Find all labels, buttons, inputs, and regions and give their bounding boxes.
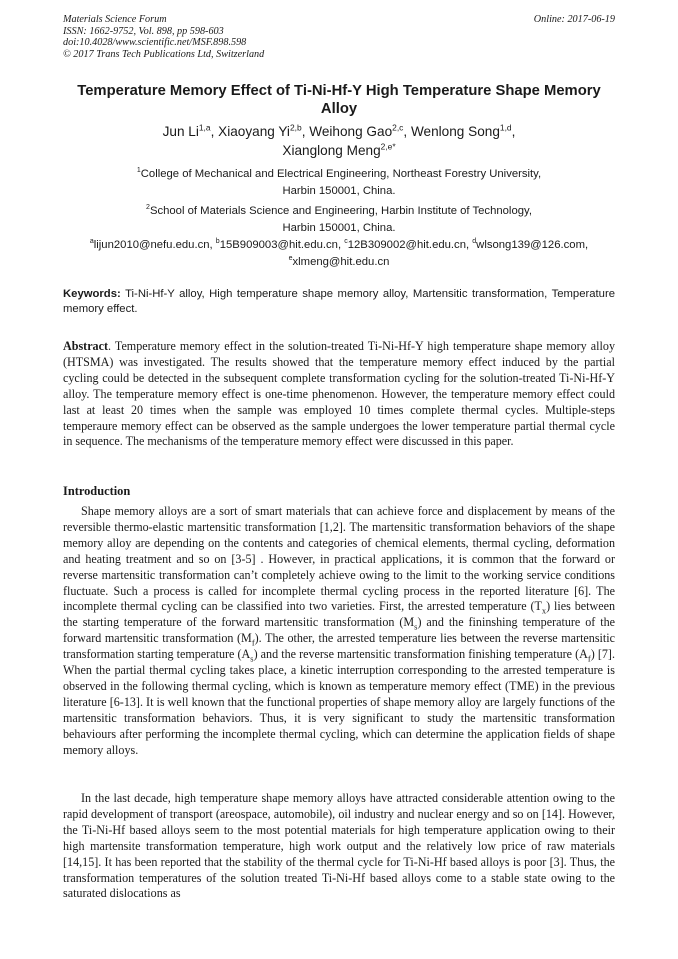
email: $^c$12B309002@hit.edu.cn, [344, 238, 473, 251]
author-list [63, 122, 615, 160]
author: Wenlong Song$^{1,d}$, [410, 122, 516, 139]
affiliation-1: $^1$College of Mechanical and Electrical Engineering, Northeast Forestry University, Harbin 150001, China. [136, 167, 542, 197]
abstract-text: . Temperature memory effect in the solution-treated Ti-Ni-Hf-Y high temperature shape memory alloy (HTSMA) was investigated. The results showed that the temperature memory effect induced by the partial cycling could be detected in the subsequent complete transformation cycling for the solution-treated Ti-Ni-Hf-Y alloy. The temperature memory effect is one-time phenomenon. However, the temperature memory effect could last at least 20 times when the sample was employed 10 times complete thermal cycles. Multiple-steps temperaure memory effect can be observed as the sample undergoes the lower temperature partial thermal cycle in sequence. The mechanisms of the temperature memory effect were discussed in this paper. [63, 339, 615, 449]
email: $^b$15B909003@hit.edu.cn, [215, 238, 345, 251]
email-list [63, 237, 615, 271]
email: $^a$lijun2010@nefu.edu.cn, [89, 238, 216, 251]
online-date: Online: 2017-06-19 [533, 14, 615, 25]
abstract-label: Abstract [63, 339, 109, 353]
abstract [63, 339, 615, 450]
keywords-text: Ti-Ni-Hf-Y alloy, High temperature shape memory alloy, Martensitic transformation, Temperature memory effect. [63, 288, 616, 315]
section-heading-introduction: Introduction [63, 484, 131, 498]
intro-paragraph-2: In the last decade, high temperature shape memory alloys have attracted considerable attention owing to the rapid development of transport (areospace, automobile), oil industry and nuclear energy and so on [14]. However, the Ti-Ni-Hf based alloys seem to the most potential materials for high temperature application owing to their high martensite transformation temperature, high work output and the relatively low price of raw materials [14,15]. It has been reported that the stability of the thermal cycle for Ti-Ni-Hf based alloys is poor [3]. Thus, the transformation temperatures of the solution treated Ti-Ni-Hf based alloys come to a stable state owing to the saturated dislocations as [63, 791, 615, 901]
author: Xianglong Meng$^{2,e*}$ [282, 141, 396, 158]
author: Xiaoyang Yi$^{2,b}$, [218, 122, 310, 139]
author: Jun Li$^{1,a}$, [162, 122, 219, 139]
author: Weihong Gao$^{2,c}$, [309, 122, 411, 139]
keywords-label: Keywords: [63, 288, 121, 300]
journal-header [63, 14, 264, 60]
intro-paragraph-1: Shape memory alloys are a sort of smart materials that can achieve force and displacement by means of the reversible thermo-elastic martensitic transformation [1,2]. The martensitic transformation behaviors of the shape memory alloy are depending on the contents and categories of chemical elements, thermal cycling, deformation and heating treatment and so on [3-5] . However, in practical applications, it is common that the forward or reverse martensitic transformation can’t completely achieve owing to the limit to the working service conditions fluctuate. Such a process is called for incomplete thermal cycling process in the reported literature [6]. The incomplete thermal cycling can be classified into two varieties. First, the arrested temperature $(T_x)$ lies between the starting temperature of the forward martensitic transformation $(M_s)$ and the fininshing temperature of the forward martensitic transformation $(M_f)$. The other, the arrested temperature lies between the reverse martensitic transformation starting temperature $(A_s)$ and the reverse martensitic transformation finishing temperature $(A_f)$ [7]. When the partial thermal cycling takes place, a kinetic interruption corresponding to the arrested temperature is observed in the following thermal cycling, which is known as temperature memory effect (TME) in the previous literature [6-13]. It is well known that the functional properties of shape memory alloy are largely functions of the martensitic transformation behaviors. Thus, it is very significant to study the martensitic transformation behaviours after performing the incomplete thermal cycling, which can determine the application fields of shape memory alloys. [63, 504, 615, 757]
copyright-line: © 2017 Trans Tech Publications Ltd, Switzerland [63, 48, 265, 60]
journal-name: Materials Science Forum [63, 14, 167, 25]
doi-line: doi:10.4028/www.scientific.net/MSF.898.598 [63, 37, 247, 49]
issn-line: ISSN: 1662-9752, Vol. 898, pp 598-603 [63, 25, 224, 37]
paper-title: Temperature Memory Effect of Ti-Ni-Hf-Y High Temperature Shape Memory Alloy [77, 83, 601, 117]
email: $^e$xlmeng@hit.edu.cn [288, 255, 390, 268]
keywords [63, 287, 615, 317]
email: $^d$wlsong139@126.com, [472, 238, 589, 251]
affiliation-2: $^2$School of Materials Science and Engineering, Harbin Institute of Technology, Harbin 150001, China. [146, 204, 532, 234]
